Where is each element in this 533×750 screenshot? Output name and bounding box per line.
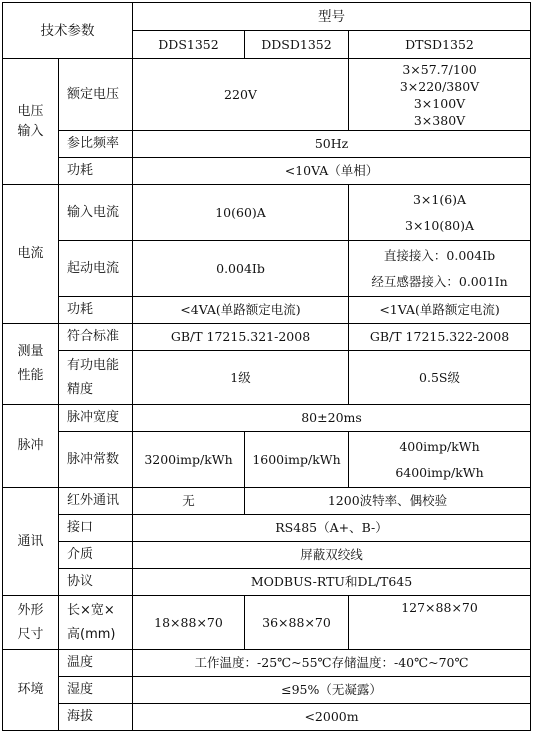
size-label (59, 596, 133, 650)
interface-label: 接口 (59, 515, 133, 542)
pulse-width-label: 脉冲宽度 (59, 405, 133, 432)
size-dtsd: 127×88×70 (349, 596, 531, 650)
label-line: 精度 (67, 381, 94, 397)
temperature-label: 温度 (59, 650, 133, 677)
medium-row (3, 542, 531, 569)
current-power-three: <1VA(单路额定电流) (349, 297, 531, 324)
protocol-label: 协议 (59, 569, 133, 596)
value-line: 3×10(80)A (405, 217, 475, 233)
model-header: 型号 (133, 3, 531, 31)
pulse-constant-label: 脉冲常数 (59, 432, 133, 488)
input-current-three (349, 185, 531, 241)
size-dds: 18×88×70 (133, 596, 245, 650)
ref-frequency-label: 参比频率 (59, 131, 133, 158)
category-voltage-input (3, 59, 59, 185)
value-line: 直接接入：0.004Ib (383, 247, 496, 263)
accuracy-label (59, 351, 133, 405)
ref-frequency-value: 50Hz (133, 131, 531, 158)
size-ddsd: 36×88×70 (245, 596, 349, 650)
pulse-constant-dtsd (349, 432, 531, 488)
category-communication: 通讯 (3, 488, 59, 596)
params-header: 技术参数 (3, 3, 133, 59)
value-line: 6400imp/kWh (395, 464, 484, 480)
protocol-row (3, 569, 531, 596)
pulse-constant-ddsd: 1600imp/kWh (245, 432, 349, 488)
humidity-value: ≤95%（无凝露） (133, 677, 531, 704)
ref-frequency-row (3, 131, 531, 158)
infrared-label: 红外通讯 (59, 488, 133, 515)
category-label-line: 外形 (17, 602, 44, 618)
rated-voltage-three (349, 59, 531, 131)
input-current-row (3, 185, 531, 241)
accuracy-row (3, 351, 531, 405)
interface-value: RS485（A+、B-） (133, 515, 531, 542)
infrared-other: 1200波特率、偶校验 (245, 488, 531, 515)
altitude-row (3, 704, 531, 731)
value-line: 3×1(6)A (412, 191, 467, 207)
label-line: 长×宽× (67, 602, 115, 618)
medium-value: 屏蔽双绞线 (133, 542, 531, 569)
rated-voltage-single: 220V (133, 59, 349, 131)
value-line: 3×380V (413, 112, 466, 128)
altitude-value: <2000m (133, 704, 531, 731)
standard-single: GB/T 17215.321-2008 (133, 324, 349, 351)
standard-label: 符合标准 (59, 324, 133, 351)
input-current-single: 10(60)A (133, 185, 349, 241)
medium-label: 介质 (59, 542, 133, 569)
pulse-constant-dds: 3200imp/kWh (133, 432, 245, 488)
pulse-width-row (3, 405, 531, 432)
pulse-width-value: 80±20ms (133, 405, 531, 432)
temperature-row (3, 650, 531, 677)
voltage-power-label: 功耗 (59, 158, 133, 185)
category-label-line: 尺寸 (17, 626, 44, 642)
value-line: 经互感器接入：0.001In (371, 273, 508, 289)
infrared-row (3, 488, 531, 515)
infrared-dds: 无 (133, 488, 245, 515)
value-line: 3×220/380V (399, 78, 480, 94)
protocol-value: MODBUS-RTU和DL/T645 (133, 569, 531, 596)
starting-current-row (3, 241, 531, 297)
starting-current-label: 起动电流 (59, 241, 133, 297)
header-row (3, 3, 531, 31)
value-line: 400imp/kWh (399, 438, 480, 454)
standard-row (3, 324, 531, 351)
spec-table-container (2, 2, 531, 731)
current-power-single: <4VA(单路额定电流) (133, 297, 349, 324)
category-pulse: 脉冲 (3, 405, 59, 488)
humidity-row (3, 677, 531, 704)
rated-voltage-row (3, 59, 531, 131)
dimensions-row (3, 596, 531, 650)
label-line: 高(mm) (67, 626, 116, 642)
model-dds1352: DDS1352 (133, 31, 245, 59)
category-label-line: 电压 (17, 103, 44, 119)
standard-three: GB/T 17215.322-2008 (349, 324, 531, 351)
voltage-power-row (3, 158, 531, 185)
category-label-line: 测量 (17, 344, 44, 359)
category-label-line: 性能 (17, 368, 44, 383)
label-line: 有功电能 (67, 357, 120, 373)
model-ddsd1352: DDSD1352 (245, 31, 349, 59)
spec-table (2, 2, 531, 731)
current-power-label: 功耗 (59, 297, 133, 324)
category-current: 电流 (3, 185, 59, 324)
category-measurement (3, 324, 59, 405)
current-power-row (3, 297, 531, 324)
accuracy-single: 1级 (133, 351, 349, 405)
interface-row (3, 515, 531, 542)
voltage-power-value: <10VA（单相） (133, 158, 531, 185)
starting-current-single: 0.004Ib (133, 241, 349, 297)
model-dtsd1352: DTSD1352 (349, 31, 531, 59)
value-line: 3×100V (413, 95, 466, 111)
temperature-value: 工作温度：-25℃~55℃存储温度：-40℃~70℃ (133, 650, 531, 677)
humidity-label: 湿度 (59, 677, 133, 704)
category-environment: 环境 (3, 650, 59, 731)
value-line: 3×57.7/100 (402, 61, 477, 77)
category-label-line: 输入 (17, 123, 44, 139)
starting-current-three (349, 241, 531, 297)
category-dimensions (3, 596, 59, 650)
altitude-label: 海拔 (59, 704, 133, 731)
rated-voltage-label: 额定电压 (59, 59, 133, 131)
pulse-constant-row (3, 432, 531, 488)
accuracy-three: 0.5S级 (349, 351, 531, 405)
input-current-label: 输入电流 (59, 185, 133, 241)
